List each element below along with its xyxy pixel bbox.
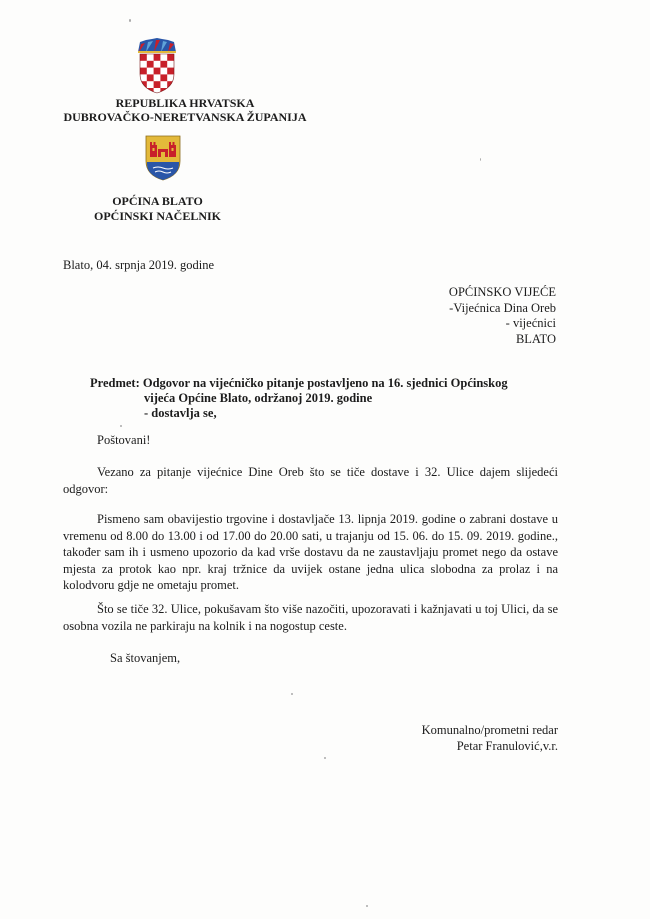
signature-title: Komunalno/prometni redar bbox=[421, 723, 558, 737]
republic-header bbox=[40, 96, 330, 124]
county-title: DUBROVAČKO-NERETVANSKA ŽUPANIJA bbox=[63, 110, 307, 124]
crown-icon bbox=[138, 38, 176, 53]
scan-speck bbox=[120, 425, 122, 427]
recipient-councillor: -Vijećnica Dina Oreb bbox=[449, 300, 556, 315]
signature-block bbox=[340, 722, 558, 754]
scan-speck bbox=[291, 693, 293, 695]
blato-coat-of-arms bbox=[145, 135, 181, 181]
paragraph-2: Pismeno sam obavijestio trgovine i dostavljače 13. lipnja 2019. godine o zabrani dostave u vremenu od 8.00 do 13.00 i od 17.00 do 20.00 sati, u trajanju od 15. 06. do 15. 09. 2019. godine., također sam ih i usmeno upozorio da kad vrše dostavu da ne zaustavljaju promet nego da ostave mjesta za protok kao npr. kraj tržnice da uvijek ostane jedna ulica slobodna za prolaz i na kolodvoru gdje ne ometaju promet. bbox=[63, 512, 558, 592]
subject-label: Predmet: bbox=[90, 376, 140, 390]
recipient-council: OPĆINSKO VIJEĆE bbox=[448, 285, 556, 299]
recipient-block bbox=[340, 285, 556, 347]
municipality-title: OPĆINA BLATO bbox=[112, 194, 203, 208]
subject-line-2: vijeća Općine Blato, održanoj 2019. godine bbox=[144, 391, 373, 405]
office-title: OPĆINSKI NAČELNIK bbox=[93, 209, 222, 223]
scan-speck bbox=[324, 757, 326, 759]
closing: Sa štovanjem, bbox=[110, 651, 181, 665]
signature-name: Petar Franulović,v.r. bbox=[456, 739, 558, 753]
subject-line-1: Odgovor na vijećničko pitanje postavljeno na 16. sjednici Općinskog bbox=[142, 376, 508, 390]
date-line: Blato, 04. srpnja 2019. godine bbox=[63, 258, 215, 272]
recipient-councillors: - vijećnici bbox=[505, 316, 556, 330]
paragraph-1: Vezano za pitanje vijećnice Dine Oreb što se tiče dostave i 32. Ulice dajem slijedeći odgovor: bbox=[63, 465, 558, 496]
republic-title: REPUBLIKA HRVATSKA bbox=[115, 96, 255, 110]
scan-speck bbox=[480, 158, 481, 161]
checkerboard-shield bbox=[140, 54, 174, 94]
municipality-header bbox=[65, 194, 250, 224]
scan-speck bbox=[366, 905, 368, 907]
greeting: Poštovani! bbox=[97, 433, 151, 447]
croatian-coat-of-arms bbox=[136, 38, 178, 94]
subject-line-3: - dostavlja se, bbox=[144, 406, 217, 420]
scan-speck bbox=[129, 19, 131, 22]
recipient-place: BLATO bbox=[515, 331, 556, 346]
paragraph-3: Što se tiče 32. Ulice, pokušavam što više nazočiti, upozoravati i kažnjavati u toj Ulici, da se osobna vozila ne parkiraju na kolnik i na nogostup ceste. bbox=[63, 602, 558, 633]
subject-block bbox=[90, 376, 560, 421]
